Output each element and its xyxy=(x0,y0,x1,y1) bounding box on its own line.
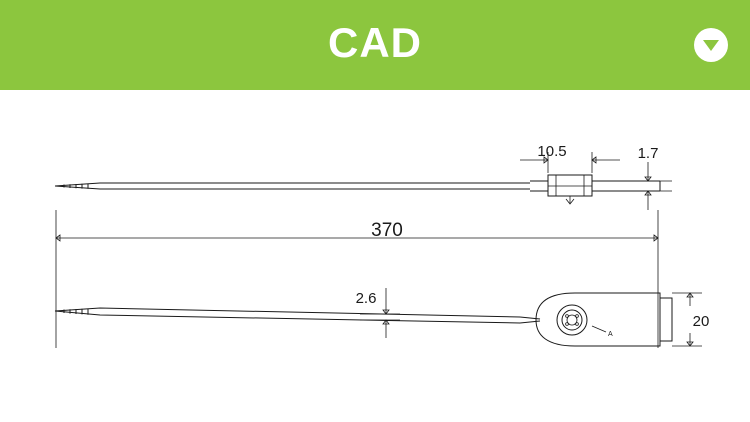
top-view-seal xyxy=(55,175,660,204)
dimension-label-1-7: 1.7 xyxy=(637,145,659,162)
dimension-1-7 xyxy=(638,145,672,210)
play-triangle-shape xyxy=(703,40,719,51)
dimension-20 xyxy=(672,293,709,346)
dimension-2-6 xyxy=(356,288,400,338)
dimension-label-370: 370 xyxy=(371,220,403,241)
header-bar xyxy=(0,0,750,90)
dimension-label-20: 20 xyxy=(692,313,710,330)
cad-drawing-svg xyxy=(0,90,750,422)
play-triangle-icon[interactable] xyxy=(694,28,728,62)
dimension-label-10-5: 10.5 xyxy=(537,143,567,160)
dimension-10-5 xyxy=(520,143,620,173)
dimension-370 xyxy=(56,210,658,348)
dimension-label-2-6: 2.6 xyxy=(355,290,377,307)
page-title: CAD xyxy=(328,19,422,66)
cad-drawing xyxy=(0,90,750,422)
head-annotation: A xyxy=(608,331,613,338)
